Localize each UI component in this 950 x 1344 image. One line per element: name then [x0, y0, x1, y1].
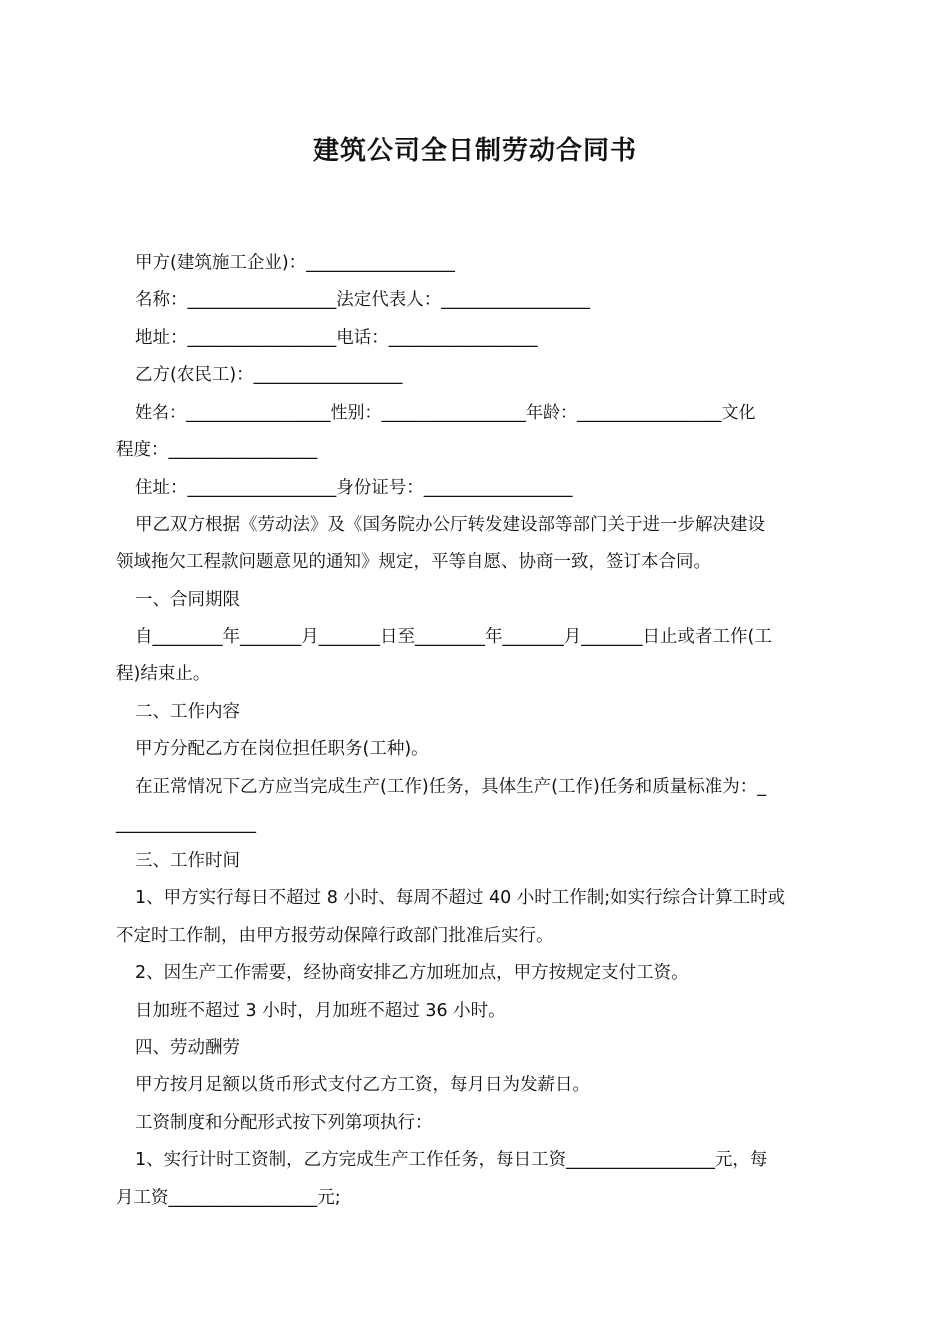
section-heading-term: 一、合同期限: [135, 590, 240, 610]
section-heading-work-time: 三、工作时间: [135, 851, 240, 871]
section-heading-pay: 四、劳动酬劳: [135, 1038, 240, 1058]
pay-line-3: 1、实行计时工资制，乙方完成生产工作任务，每日工资_________________元，每: [135, 1150, 768, 1170]
party-a-line: 甲方(建筑施工企业)：_________________: [135, 253, 455, 273]
work-content-line-1: 甲方分配乙方在岗位担任职务(工种)。: [135, 739, 429, 759]
work-time-line-2: 不定时工作制，由甲方报劳动保障行政部门批准后实行。: [116, 926, 554, 946]
pay-line-1: 甲方按月足额以货币形式支付乙方工资，每月日为发薪日。: [135, 1075, 590, 1095]
pay-line-2: 工资制度和分配形式按下列第项执行：: [135, 1113, 433, 1133]
party-b-education-line: 程度：_________________: [116, 440, 318, 460]
work-time-line-3: 2、因生产工作需要，经协商安排乙方加班加点，甲方按规定支付工资。: [135, 963, 689, 983]
preamble-line-2: 领域拖欠工程款问题意见的通知》规定，平等自愿、协商一致，签订本合同。: [116, 552, 711, 572]
work-content-blank: ________________: [116, 814, 256, 834]
section-heading-work-content: 二、工作内容: [135, 702, 240, 722]
work-content-line-2: 在正常情况下乙方应当完成生产(工作)任务，具体生产(工作)任务和质量标准为：_: [135, 777, 767, 797]
party-a-name-line: 名称：_________________法定代表人：_________________: [135, 290, 590, 310]
document-title: 建筑公司全日制劳动合同书: [312, 136, 637, 166]
term-line-1: 自________年_______月_______日至________年_______月_______日止或者工作(工: [135, 627, 772, 647]
party-b-address-line: 住址：_________________身份证号：_________________: [135, 478, 573, 498]
pay-line-4: 月工资_________________元;: [116, 1188, 341, 1208]
party-b-info-line: 姓名：_________________性别：_________________年龄：_________________文化: [135, 403, 756, 423]
work-time-line-4: 日加班不超过 3 小时，月加班不超过 36 小时。: [135, 1001, 506, 1021]
work-time-line-1: 1、甲方实行每日不超过 8 小时、每周不超过 40 小时工作制;如实行综合计算工时或: [135, 888, 786, 908]
preamble-line-1: 甲乙双方根据《劳动法》及《国务院办公厅转发建设部等部门关于进一步解决建设: [135, 515, 765, 535]
term-line-2: 程)结束止。: [116, 664, 211, 684]
party-a-address-line: 地址：_________________电话：_________________: [135, 328, 538, 348]
party-b-line: 乙方(农民工)：_________________: [135, 365, 403, 385]
